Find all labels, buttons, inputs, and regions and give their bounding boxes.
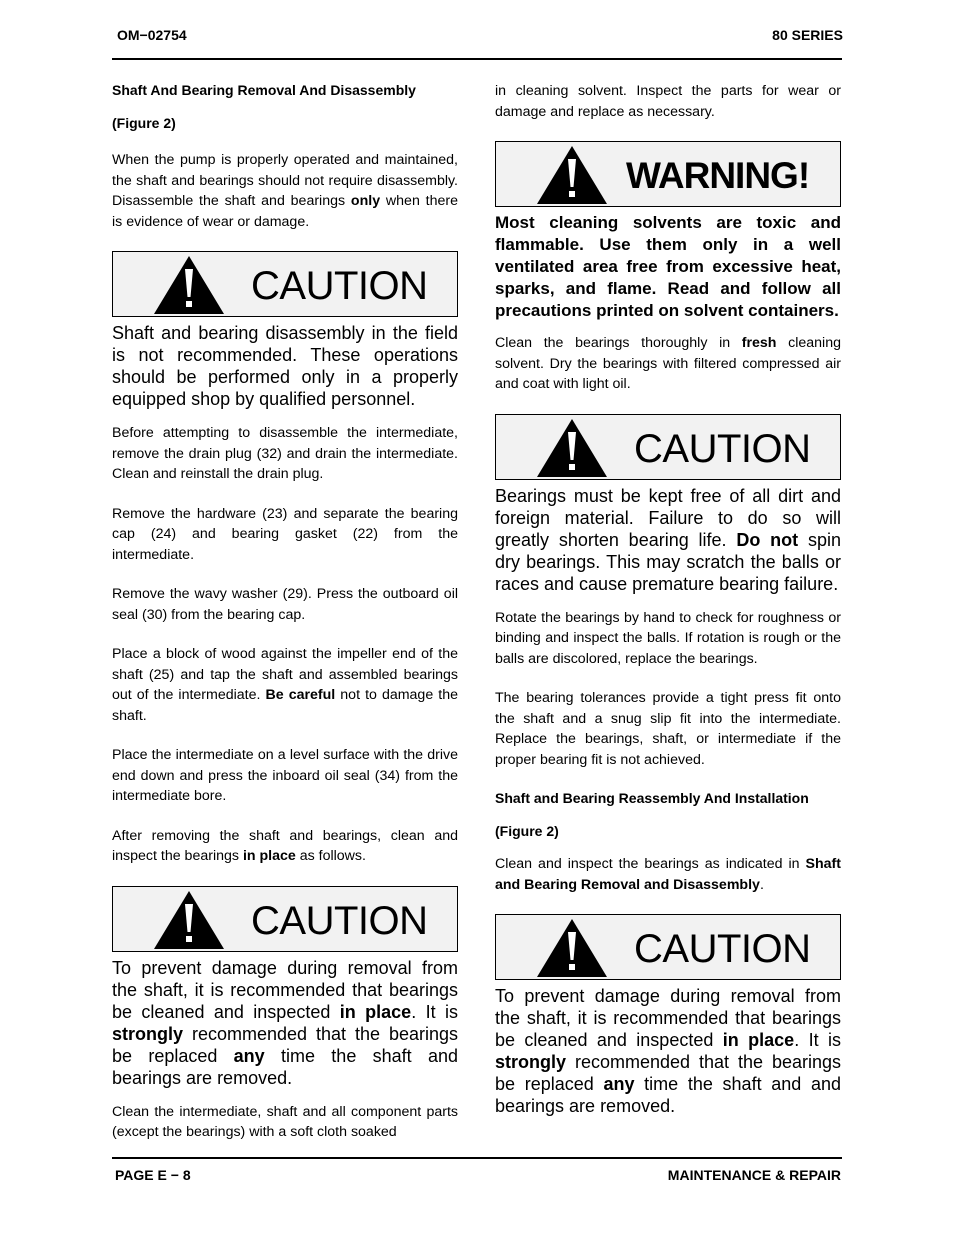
caution-label: CAUTION (634, 426, 811, 471)
caution-label: CAUTION (634, 927, 811, 971)
warning-triangle-icon (536, 145, 608, 205)
paragraph: Clean the bearings thoroughly in fresh cleaning solvent. Dry the bearings with filtered compressed air and coat with light oil. (495, 335, 841, 392)
footer-rule (112, 1157, 842, 1159)
paragraph: After removing the shaft and bearings, clean and inspect the bearings in place as follows. (112, 827, 458, 864)
warning-box (495, 141, 841, 207)
paragraph: Clean and inspect the bearings as indicated in Shaft and Bearing Removal and Disassembly. (495, 856, 841, 893)
caution-box (112, 886, 458, 952)
warning-text: Most cleaning solvents are toxic and flammable. Use them only in a well ventilated area free from excessive heat, sparks, and flame. Read and follow all precautions printed on solvent containers. (495, 213, 841, 320)
caution-triangle-icon (153, 890, 225, 950)
caution-box (495, 914, 841, 980)
doc-id: OM−02754 (117, 27, 187, 43)
section-heading-reassembly: Shaft and Bearing Reassembly And Installation (495, 790, 809, 806)
caution-box (112, 251, 458, 317)
paragraph: When the pump is properly operated and maintained, the shaft and bearings should not require disassembly. Disassemble the shaft and bearings only when there is evidence of wear or damage. (112, 152, 458, 230)
figure-reference: (Figure 2) (495, 823, 559, 839)
paragraph: Place the intermediate on a level surface with the drive end down and press the inboard oil seal (34) from the intermediate bore. (112, 747, 458, 804)
paragraph: Place a block of wood against the impeller end of the shaft (25) and tap the shaft and assembled bearings out of the intermediate. Be careful not to damage the shaft. (112, 646, 458, 724)
page-number: PAGE E − 8 (115, 1167, 191, 1183)
header-rule (112, 58, 842, 60)
caution-triangle-icon (536, 918, 608, 978)
caution-label: CAUTION (251, 264, 428, 308)
figure-reference: (Figure 2) (112, 115, 176, 131)
warning-label: WARNING! (626, 155, 810, 196)
paragraph: Clean the intermediate, shaft and all component parts (except the bearings) with a soft cloth soaked (112, 1103, 458, 1140)
paragraph: Remove the hardware (23) and separate the bearing cap (24) and bearing gasket (22) from the intermediate. (112, 505, 458, 563)
paragraph: in cleaning solvent. Inspect the parts for wear or damage and replace as necessary. (495, 83, 841, 120)
section-label: MAINTENANCE & REPAIR (667, 1167, 841, 1183)
paragraph: Before attempting to disassemble the intermediate, remove the drain plug (32) and drain the intermediate. Clean and reinstall the drain plug. (112, 425, 458, 482)
section-heading-removal: Shaft And Bearing Removal And Disassembly (112, 82, 416, 98)
caution-triangle-icon (153, 255, 225, 315)
caution-box (495, 414, 841, 480)
right-column (495, 81, 841, 1130)
caution-text: Bearings must be kept free of all dirt and foreign material. Failure to do so will greatly shorten bearing life. Do not spin dry bearings. This may scratch the balls or races and cause premature bearing failure. (495, 485, 841, 594)
paragraph: Rotate the bearings by hand to check for roughness or binding and inspect the balls. If rotation is rough or the balls are discolored, replace the bearings. (495, 609, 841, 667)
paragraph: The bearing tolerances provide a tight press fit onto the shaft and a snug slip fit into the intermediate. Replace the bearings, shaft, or intermediate if the proper bearing fit is not achieved. (495, 690, 841, 768)
left-column (112, 81, 458, 1162)
caution-text: To prevent damage during removal from the shaft, it is recommended that bearings be cleaned and inspected in place. It is strongly recommended that the bearings be replaced any time the shaft and bearings are removed. (112, 957, 459, 1088)
paragraph: Remove the wavy washer (29). Press the outboard oil seal (30) from the bearing cap. (112, 586, 458, 623)
caution-text: Shaft and bearing disassembly in the field is not recommended. These operations should be performed only in a properly equipped shop by qualified personnel. (112, 323, 458, 409)
caution-triangle-icon (536, 418, 608, 478)
caution-text: To prevent damage during removal from the shaft, it is recommended that bearings be cleaned and inspected in place. It is strongly recommended that the bearings be replaced any time the shaft and and bearings are removed. (495, 986, 842, 1116)
series-label: 80 SERIES (772, 27, 843, 43)
caution-label: CAUTION (251, 898, 428, 943)
